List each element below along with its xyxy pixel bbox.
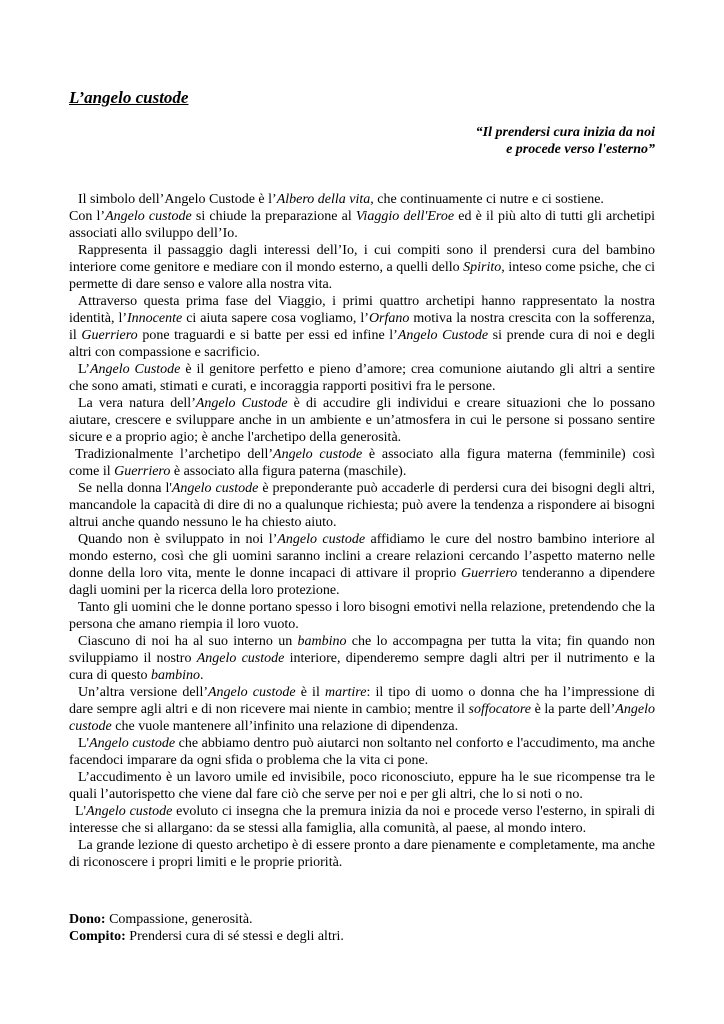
text-run: affidiamo le cure del nostro bambino interiore al mondo esterno, così che gli uomini saranno inclini a creare relazioni cercando l’aspetto materno nelle donne della loro vita, mente le donne incapaci di attivare il proprio [69, 532, 655, 581]
italic-term: bambino [297, 634, 347, 649]
text-run: è il [295, 685, 325, 700]
italic-term: Innocente [127, 311, 183, 326]
text-run: è preponderante può accaderle di perdersi cura dei bisogni degli altri, mancandole la capacità di dire di no a qualunque richiesta; può avere la tendenza a rispondere ai bisogni altrui anche quando nessuno le ha chiesto aiuto. [69, 481, 655, 530]
italic-term: Angelo custode [86, 804, 173, 819]
text-run: che lo accompagna per tutta la vita; fin quando non sviluppiamo il nostro [69, 634, 655, 666]
text-run: L' [75, 804, 87, 819]
paragraph [69, 837, 655, 871]
italic-term: Angelo Custode [89, 362, 181, 377]
text-run: motiva la nostra crescita con la sofferenza, il [69, 311, 655, 343]
paragraph [69, 769, 655, 803]
text-run: . [200, 668, 204, 683]
text-run: è di accudire gli individui e creare situazioni che lo possano aiutare, crescere e sviluppare anche in un ambiente e un’atmosfera in cui le persone si possano sentire sicure e a proprio agio; è anche l'archetipo della generosità. [69, 396, 655, 445]
dono-line [69, 911, 344, 928]
paragraph [69, 531, 655, 599]
italic-term: Guerriero [461, 566, 518, 581]
italic-term: martire [324, 685, 367, 700]
text-run: che abbiamo dentro può aiutarci non soltanto nel conforto e l'accudimento, ma anche facendoci imparare da ogni sfida o problema che la vita ci pone. [69, 736, 655, 768]
italic-term: Spirito [463, 260, 502, 275]
text-run: si chiude la preparazione al [191, 209, 356, 224]
body-text [69, 191, 655, 871]
text-run: Rappresenta il passaggio dagli interessi dell’Io, i cui compiti sono il prendersi cura del bambino interiore come genitore e mediare con il mondo esterno, a quelli dello [69, 243, 655, 275]
italic-term: Angelo custode [273, 447, 363, 462]
quote-line-2: e procede verso l'esterno” [506, 142, 655, 157]
quote-line-1: “Il prendersi cura inizia da noi [475, 125, 655, 140]
summary-footer [69, 911, 344, 945]
text-run: Tanto gli uomini che le donne portano spesso i loro bisogni emotivi nella relazione, pretendendo che la persona che amano riempia il loro vuoto. [69, 600, 655, 632]
compito-value: Prendersi cura di sé stessi e degli altri. [125, 929, 344, 944]
paragraph [69, 633, 655, 684]
compito-label: Compito: [69, 929, 126, 944]
paragraph [69, 293, 655, 361]
italic-term: Guerriero [114, 464, 171, 479]
compito-line [69, 928, 344, 945]
text-run: pone traguardi e si batte per essi ed infine l’ [137, 328, 398, 343]
italic-term: Viaggio dell'Eroe [355, 209, 455, 224]
italic-term: Angelo custode [69, 702, 655, 734]
paragraph [69, 446, 655, 480]
text-run: L’accudimento è un lavoro umile ed invisibile, poco riconosciuto, eppure ha le sue ricompense tra le quali l’autorispetto che viene dal fare ciò che serve per noi e per gli altri, che lo si noti o no. [69, 770, 655, 802]
text-run: Se nella donna l' [78, 481, 172, 496]
italic-term: Angelo custode [196, 651, 285, 666]
paragraph [69, 395, 655, 446]
dono-value: Compassione, generosità. [105, 912, 253, 927]
text-run: è associato alla figura paterna (maschile). [170, 464, 407, 479]
text-run: ed è il più alto di tutti gli archetipi associati allo sviluppo dell’Io. [69, 209, 655, 241]
paragraph [69, 480, 655, 531]
italic-term: Albero della vita [276, 192, 371, 207]
text-run: Ciascuno di noi ha al suo interno un [78, 634, 298, 649]
italic-term: bambino [151, 668, 201, 683]
italic-term: Angelo custode [89, 736, 176, 751]
text-run: , inteso come psiche, che ci permette di dare senso e valore alla nostra vita. [69, 260, 655, 292]
italic-term: Angelo Custode [397, 328, 489, 343]
epigraph-quote [476, 124, 655, 158]
text-run: interiore, dipenderemo sempre dagli altri per il nutrimento e la cura di questo [69, 651, 655, 683]
text-run: , che continuamente ci nutre e ci sostiene. [370, 192, 604, 207]
text-run: La grande lezione di questo archetipo è di essere pronto a dare pienamente e completamente, ma anche di riconoscere i propri limiti e le proprie priorità. [69, 838, 655, 870]
text-run: Attraverso questa prima fase del Viaggio, i primi quattro archetipi hanno rappresentato la nostra identità, l’ [69, 294, 655, 326]
paragraph [69, 684, 655, 735]
paragraph [69, 599, 655, 633]
paragraph [69, 803, 655, 837]
paragraph [69, 242, 655, 293]
italic-term: Angelo custode [208, 685, 296, 700]
paragraph [69, 208, 655, 242]
text-run: L’ [78, 362, 90, 377]
text-run: : il tipo di uomo o donna che ha l’impressione di dare sempre agli altri e di non ricevere mai niente in cambio; mentre il [69, 685, 655, 717]
text-run: Tradizionalmente l’archetipo dell’ [75, 447, 274, 462]
italic-term: Angelo Custode [195, 396, 288, 411]
text-run: che vuole mantenere all’infinito una relazione di dipendenza. [111, 719, 459, 734]
text-run: ci aiuta sapere cosa vogliamo, l’ [182, 311, 369, 326]
text-run: Quando non è sviluppato in noi l’ [78, 532, 278, 547]
paragraph [69, 191, 655, 208]
paragraph [69, 361, 655, 395]
text-run: evoluto ci insegna che la premura inizia da noi e procede verso l'esterno, in spirali di interesse che si allargano: da se stessi alla famiglia, alla comunità, al paese, al mondo intero. [69, 804, 655, 836]
text-run: La vera natura dell’ [78, 396, 196, 411]
text-run: si prende cura di noi e degli altri con compassione e sacrificio. [69, 328, 656, 360]
text-run: è la parte dell’ [530, 702, 616, 717]
italic-term: Angelo custode [277, 532, 366, 547]
text-run: Con l’ [69, 209, 106, 224]
document-title: L’angelo custode [69, 88, 189, 107]
text-run: è il genitore perfetto e pieno d’amore; crea comunione aiutando gli altri a sentire che sono amati, stimati e curati, e incoraggia rapporti positivi fra le persone. [69, 362, 655, 394]
text-run: è associato alla figura materna (femminile) così come il [69, 447, 656, 479]
italic-term: Guerriero [81, 328, 138, 343]
text-run: L' [78, 736, 90, 751]
paragraph [69, 735, 655, 769]
dono-label: Dono: [69, 912, 106, 927]
text-run: Il simbolo dell’Angelo Custode è l’ [78, 192, 277, 207]
text-run: Un’altra versione dell’ [78, 685, 208, 700]
italic-term: Orfano [368, 311, 410, 326]
text-run: tenderanno a dipendere dagli uomini per la ricerca della loro protezione. [69, 566, 655, 598]
italic-term: Angelo custode [105, 209, 192, 224]
italic-term: soffocatore [468, 702, 531, 717]
italic-term: Angelo custode [171, 481, 259, 496]
